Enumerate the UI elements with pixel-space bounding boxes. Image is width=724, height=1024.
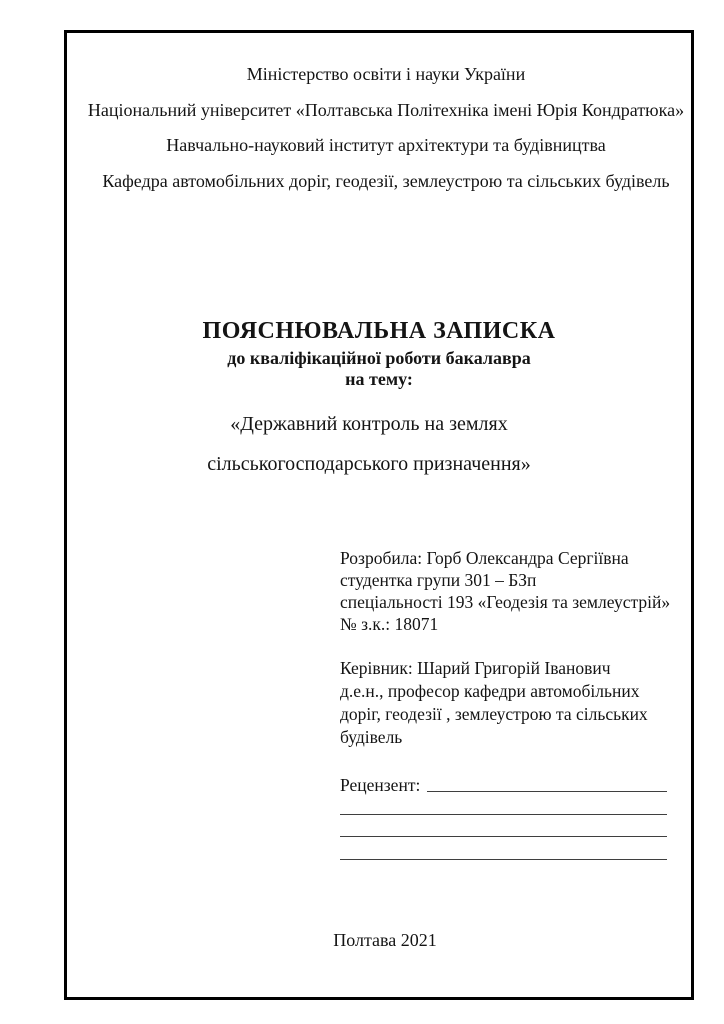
supervisor-degree-line: д.е.н., професор кафедри автомобільних	[340, 681, 640, 701]
topic-prompt: на тему:	[345, 369, 413, 389]
document-subtitle: до кваліфікаційної роботи бакалавра	[227, 348, 531, 368]
supervisor-department-line: доріг, геодезії , землеустрою та сільських	[340, 704, 648, 724]
reviewer-row	[340, 774, 667, 796]
footer-city-year: Полтава 2021	[333, 930, 437, 950]
author-specialty-line: спеціальності 193 «Геодезія та землеустрій»	[340, 592, 671, 612]
header-line-university: Національний університет «Полтавська Політехніка імені Юрія Кондратюка»	[87, 99, 685, 120]
document-title-block	[67, 316, 691, 390]
page-border-frame	[64, 30, 694, 1000]
supervisor-name-line: Керівник: Шарий Григорій Іванович	[340, 658, 611, 678]
thesis-topic	[67, 404, 691, 484]
author-block	[340, 547, 670, 635]
reviewer-label: Рецензент:	[340, 775, 421, 795]
signature-line	[340, 859, 667, 860]
header-line-department: Кафедра автомобільних доріг, геодезії, землеустрою та сільських будівель	[102, 170, 670, 191]
author-record-number-line: № з.к.: 18071	[340, 614, 439, 634]
document-title: ПОЯСНЮВАЛЬНА ЗАПИСКА	[202, 318, 556, 344]
author-name-line: Розробила: Горб Олександра Сергіївна	[340, 548, 629, 568]
supervisor-department-line-2: будівель	[340, 727, 403, 747]
institution-header	[67, 57, 691, 199]
topic-line-1: «Державний контроль на землях	[230, 413, 508, 435]
topic-line-2: сільськогосподарського призначення»	[207, 453, 531, 475]
signature-line	[340, 814, 667, 815]
signature-line	[340, 836, 667, 837]
author-group-line: студентка групи 301 – БЗп	[340, 570, 537, 590]
header-line-ministry: Міністерство освіти і науки України	[246, 64, 526, 84]
supervisor-block	[340, 657, 648, 749]
reviewer-signature-line	[427, 774, 667, 792]
header-line-institute: Навчально-науковий інститут архітектури та будівництва	[166, 135, 606, 155]
